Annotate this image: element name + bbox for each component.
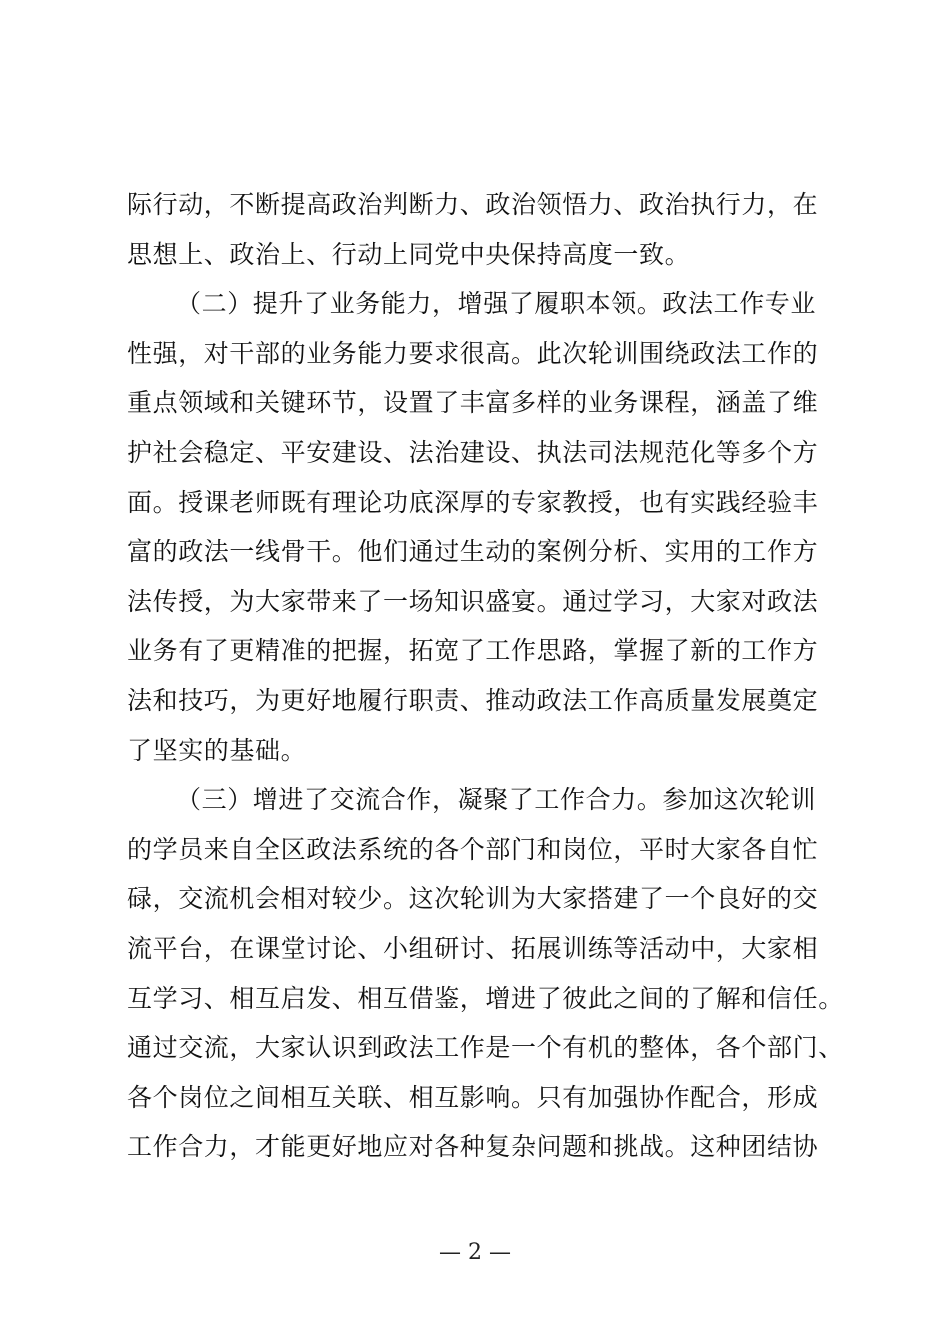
- paragraph-first-line: （三）增进了交流合作，凝聚了工作合力。参加这次轮训: [176, 785, 817, 815]
- page-number: — 2 —: [439, 1240, 511, 1265]
- body-text: [127, 180, 844, 1172]
- text-line: 面。授课老师既有理论功底深厚的专家教授，也有实践经验丰: [127, 487, 819, 517]
- text-line: 各个岗位之间相互关联、相互影响。只有加强协作配合，形成: [127, 1082, 819, 1112]
- text-line: 了坚实的基础。: [127, 735, 307, 765]
- text-line: 碌，交流机会相对较少。这次轮训为大家搭建了一个良好的交: [127, 884, 819, 914]
- text-line: 法传授，为大家带来了一场知识盛宴。通过学习，大家对政法: [127, 586, 819, 616]
- text-line: 富的政法一线骨干。他们通过生动的案例分析、实用的工作方: [127, 537, 819, 567]
- text-line: 性强，对干部的业务能力要求很高。此次轮训围绕政法工作的: [127, 338, 819, 368]
- text-line: 工作合力，才能更好地应对各种复杂问题和挑战。这种团结协: [127, 1132, 819, 1162]
- text-line: 互学习、相互启发、相互借鉴，增进了彼此之间的了解和信任。: [127, 983, 844, 1013]
- text-line: 流平台，在课堂讨论、小组研讨、拓展训练等活动中，大家相: [127, 933, 819, 963]
- text-line: 通过交流，大家认识到政法工作是一个有机的整体，各个部门、: [127, 1033, 844, 1063]
- text-line: 护社会稳定、平安建设、法治建设、执法司法规范化等多个方: [127, 437, 819, 467]
- text-line: 业务有了更精准的把握，拓宽了工作思路，掌握了新的工作方: [127, 636, 819, 666]
- text-line: 思想上、政治上、行动上同党中央保持高度一致。: [127, 239, 691, 269]
- text-line: 重点领域和关键环节，设置了丰富多样的业务课程，涵盖了维: [127, 388, 819, 418]
- text-line: 法和技巧，为更好地履行职责、推动政法工作高质量发展奠定: [127, 685, 819, 715]
- paragraph-first-line: （二）提升了业务能力，增强了履职本领。政法工作专业: [176, 289, 817, 319]
- text-line: 的学员来自全区政法系统的各个部门和岗位，平时大家各自忙: [127, 834, 819, 864]
- text-line: 际行动，不断提高政治判断力、政治领悟力、政治执行力，在: [127, 190, 819, 219]
